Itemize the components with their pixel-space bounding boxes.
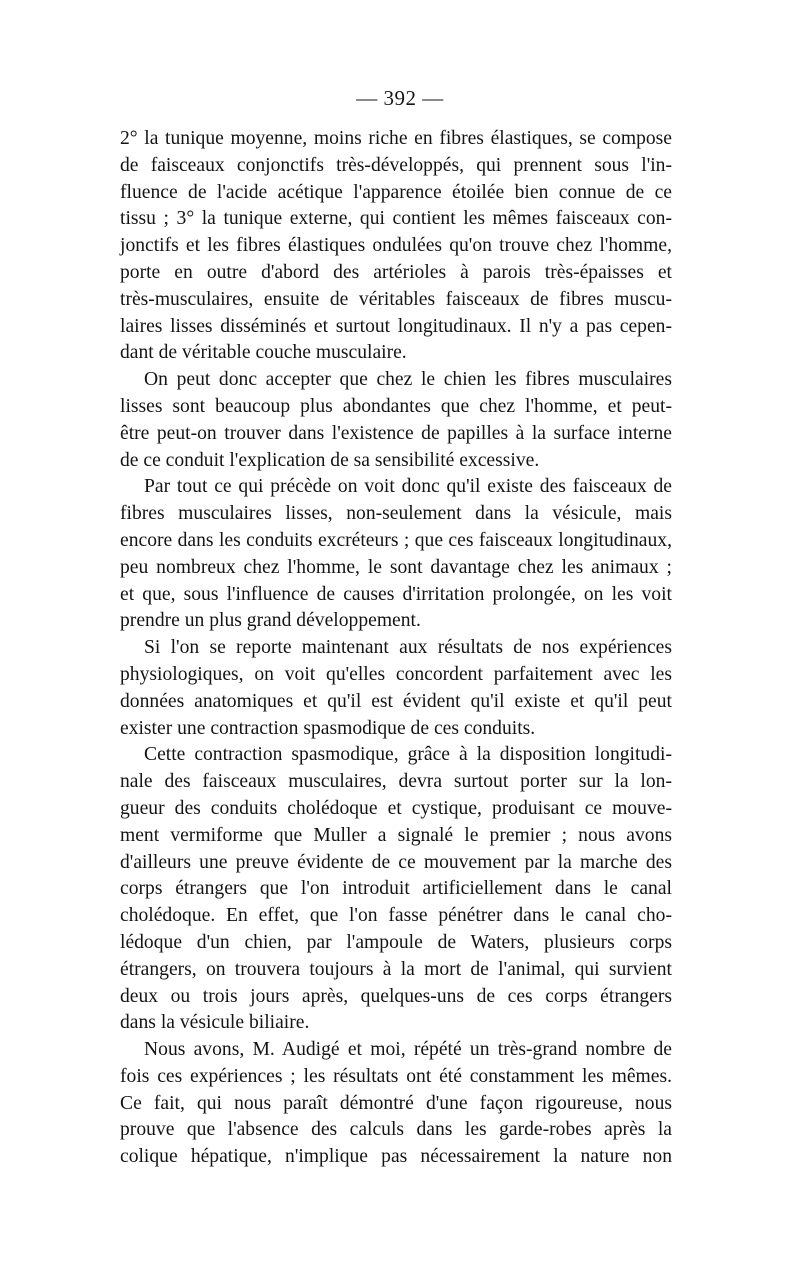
text-line: Ce fait, qui nous paraît démontré d'une façon rigoureuse, nous [120, 1092, 672, 1114]
paragraph [120, 474, 672, 635]
text-line: Nous avons, M. Audigé et moi, répété un très-grand nombre de [144, 1039, 672, 1061]
paragraph [120, 635, 672, 742]
text-line: 2° la tunique moyenne, moins riche en fibres élastiques, se compose [120, 128, 672, 149]
text-line: très-musculaires, ensuite de véritables faisceaux de fibres muscu- [120, 288, 672, 310]
paragraph [120, 742, 672, 1037]
text-line: prouve que l'absence des calculs dans les garde-robes après la [120, 1119, 672, 1141]
text-line: encore dans les conduits excréteurs ; que ces faisceaux longitudinaux, [120, 529, 672, 551]
paragraph [120, 126, 672, 367]
text-line: fluence de l'acide acétique l'apparence étoilée bien connue de ce [120, 181, 672, 203]
text-line: tissu ; 3° la tunique externe, qui contient les mêmes faisceaux con- [120, 208, 672, 230]
text-line: de faisceaux conjonctifs très-développés, qui prennent sous l'in- [120, 154, 672, 176]
paragraph [120, 367, 672, 474]
text-line: d'ailleurs une preuve évidente de ce mouvement par la marche des [120, 851, 672, 873]
text-line: physiologiques, on voit qu'elles concordent parfaitement avec les [120, 663, 672, 685]
text-line: jonctifs et les fibres élastiques ondulées qu'on trouve chez l'homme, [120, 235, 672, 257]
text-line: et que, sous l'influence de causes d'irritation prolongée, on les voit [120, 583, 672, 605]
page-number: — 392 — [356, 86, 444, 110]
text-line: être peut-on trouver dans l'existence de papilles à la surface interne [120, 422, 672, 444]
text-line: fibres musculaires lisses, non-seulement dans la vésicule, mais [120, 503, 672, 525]
text-line: On peut donc accepter que chez le chien les fibres musculaires [144, 369, 672, 391]
text-line: colique hépatique, n'implique pas nécessairement la nature non [120, 1146, 672, 1168]
paragraph [120, 1037, 672, 1171]
text-line: ment vermiforme que Muller a signalé le premier ; nous avons [120, 824, 672, 846]
text-line: prendre un plus grand développement. [120, 610, 421, 632]
text-line: dant de véritable couche musculaire. [120, 342, 407, 364]
body-text [120, 126, 672, 1171]
text-line: Cette contraction spasmodique, grâce à la disposition longitudi- [144, 744, 672, 766]
text-line: gueur des conduits cholédoque et cystique, produisant ce mouve- [120, 797, 672, 819]
text-line: deux ou trois jours après, quelques-uns de ces corps étrangers [120, 985, 672, 1007]
text-line: exister une contraction spasmodique de ces conduits. [120, 717, 536, 739]
text-line: données anatomiques et qu'il est évident qu'il existe et qu'il peut [120, 690, 672, 712]
text-line: peu nombreux chez l'homme, le sont davantage chez les animaux ; [120, 556, 672, 578]
text-line: Si l'on se reporte maintenant aux résultats de nos expériences [144, 637, 672, 659]
text-line: Par tout ce qui précède on voit donc qu'il existe des faisceaux de [144, 476, 672, 498]
text-line: laires lisses disséminés et surtout longitudinaux. Il n'y a pas cepen- [120, 315, 672, 337]
text-line: nale des faisceaux musculaires, devra surtout porter sur la lon- [120, 771, 672, 793]
text-line: porte en outre d'abord des artérioles à parois très-épaisses et [120, 261, 672, 283]
text-line: corps étrangers que l'on introduit artificiellement dans le canal [120, 878, 672, 900]
text-line: étrangers, on trouvera toujours à la mort de l'animal, qui survient [120, 958, 672, 980]
text-line: dans la vésicule biliaire. [120, 1012, 310, 1034]
text-line: cholédoque. En effet, que l'on fasse pénétrer dans le canal cho- [120, 905, 672, 927]
text-line: fois ces expériences ; les résultats ont été constamment les mêmes. [120, 1065, 672, 1087]
text-line: de ce conduit l'explication de sa sensibilité excessive. [120, 449, 540, 471]
text-line: lisses sont beaucoup plus abondantes que chez l'homme, et peut- [120, 395, 672, 417]
text-line: lédoque d'un chien, par l'ampoule de Waters, plusieurs corps [120, 931, 672, 953]
